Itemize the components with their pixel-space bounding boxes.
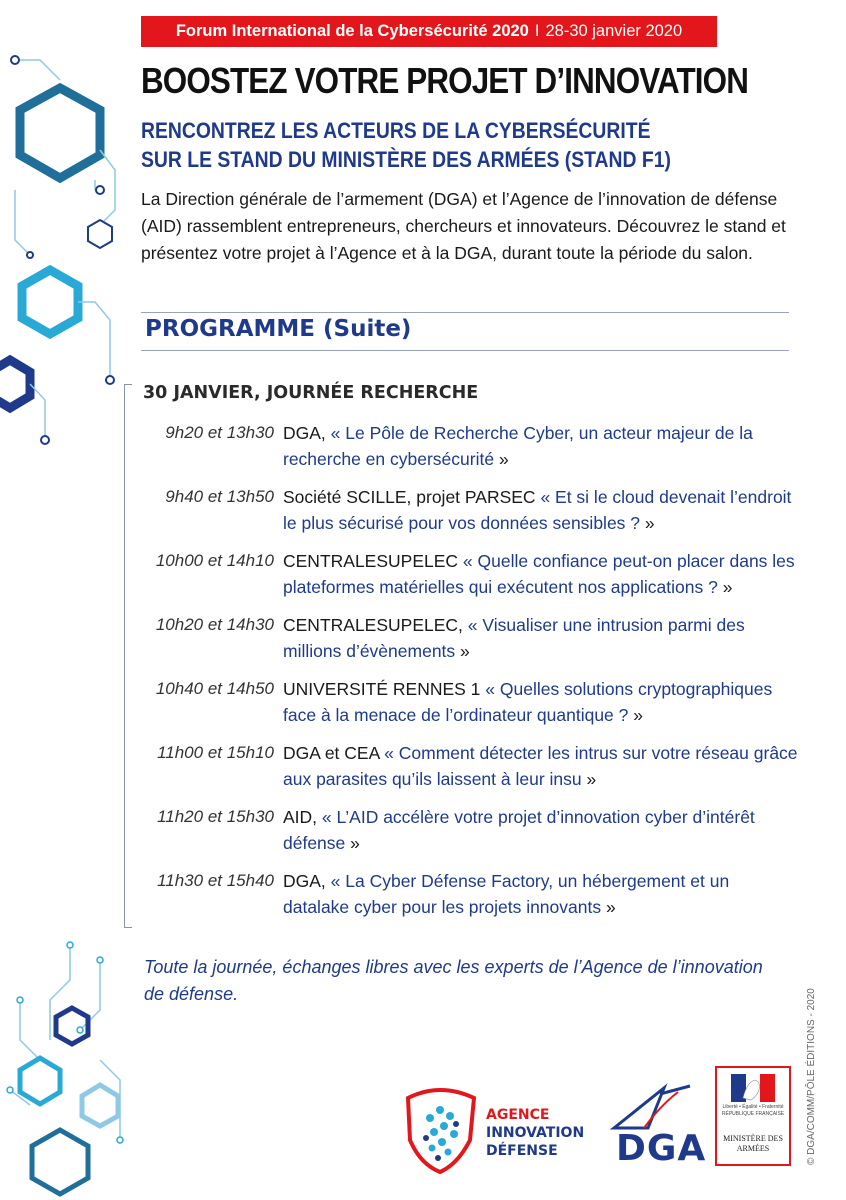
aid-word-1: AGENCE: [486, 1107, 550, 1123]
hexagon-network-top-decoration: [0, 40, 130, 460]
aid-shield-logo: [398, 1080, 482, 1176]
dga-wordmark: DGA: [616, 1128, 707, 1169]
session-title: « Le Pôle de Recherche Cyber, un acteur majeur de la recherche en cybersécurité: [283, 423, 753, 469]
aid-word-2: INNOVATION: [486, 1125, 585, 1141]
session-speaker: AID,: [283, 807, 318, 827]
ministere-armees-logo: [715, 1066, 791, 1166]
programme-bracket: [124, 384, 132, 928]
session-list: [140, 420, 800, 932]
session-speaker: DGA,: [283, 871, 326, 891]
session-quote-close: »: [717, 577, 733, 597]
event-name: Forum International de la Cybersécurité 2020: [175, 22, 529, 40]
session-speaker: CENTRALESUPELEC,: [283, 615, 463, 635]
dga-emblem-logo: [604, 1082, 700, 1132]
session-time: 9h20 et 13h30: [165, 423, 274, 442]
subheadline: [141, 116, 671, 174]
session-item: [140, 804, 800, 856]
event-banner: [141, 16, 717, 47]
intro-paragraph: La Direction générale de l’armement (DGA) et l’Agence de l’innovation de défense (AID) rassemblent entrepreneurs, chercheurs et innovateurs. Découvrez le stand et présentez votre projet à l’Agence et à la DGA, durant toute la période du salon.: [141, 189, 786, 263]
aid-wordmark: [486, 1106, 584, 1160]
session-item: [140, 484, 800, 536]
session-quote-close: »: [455, 641, 470, 661]
marianne-flag-icon: [731, 1074, 775, 1102]
subheadline-line-1: RENCONTREZ LES ACTEURS DE LA CYBERSÉCURITÉ: [141, 118, 651, 143]
republic-motto: Liberté • Égalité • Fraternité: [722, 1104, 784, 1110]
session-title: « L’AID accélère votre projet d’innovation cyber d’intérêt défense: [283, 807, 755, 853]
session-speaker: CENTRALESUPELEC: [283, 551, 459, 571]
session-speaker: DGA,: [283, 423, 326, 443]
session-item: [140, 676, 800, 728]
session-time: 11h30 et 15h40: [157, 871, 274, 890]
copyright-notice: © DGA/COMM/PÔLE ÉDITIONS - 2020: [806, 988, 817, 1165]
session-quote-close: »: [628, 705, 643, 725]
session-quote-close: »: [581, 769, 597, 789]
session-quote-close: »: [494, 449, 509, 469]
hexagon-network-bottom-decoration: [0, 940, 130, 1200]
subheadline-line-2: SUR LE STAND DU MINISTÈRE DES ARMÉES (STAND F1): [141, 147, 671, 172]
session-quote-close: »: [345, 833, 360, 853]
session-speaker: Société SCILLE, projet PARSEC: [283, 487, 536, 507]
programme-divider-bottom: [141, 350, 789, 351]
session-item: [140, 612, 800, 664]
session-title: « Quelle confiance peut-on placer dans les plateformes matérielles qui exécutent nos applications ?: [283, 551, 795, 597]
session-speaker: UNIVERSITÉ RENNES 1: [283, 679, 481, 699]
session-time: 11h20 et 15h30: [157, 807, 274, 826]
session-title: « Et si le cloud devenait l’endroit le plus sécurisé pour vos données sensibles ?: [283, 487, 792, 533]
session-title: « Quelles solutions cryptographiques face à la menace de l’ordinateur quantique ?: [283, 679, 773, 725]
session-title: « La Cyber Défense Factory, un hébergement et un datalake cyber pour les projets innovants: [283, 871, 730, 917]
session-time: 9h40 et 13h50: [165, 487, 274, 506]
session-time: 10h00 et 14h10: [155, 551, 274, 570]
programme-title: PROGRAMME (Suite): [145, 316, 412, 342]
session-item: [140, 740, 800, 792]
session-item: [140, 420, 800, 472]
session-time: 10h20 et 14h30: [155, 615, 274, 634]
session-speaker: DGA et CEA: [283, 743, 380, 763]
session-title: « Visualiser une intrusion parmi des millions d’évènements: [283, 615, 745, 661]
event-dates: 28-30 janvier 2020: [545, 22, 683, 40]
ministere-name: MINISTÈRE DES ARMÉES: [723, 1134, 783, 1153]
session-title: « Comment détecter les intrus sur votre réseau grâce aux parasites qu’ils laissent à leur insu: [283, 743, 798, 789]
session-item: [140, 548, 800, 600]
session-item: [140, 868, 800, 920]
page-headline: BOOSTEZ VOTRE PROJET D’INNOVATION: [141, 60, 749, 101]
programme-divider-top: [141, 312, 789, 313]
aid-word-3: DÉFENSE: [486, 1143, 558, 1159]
day-title: 30 JANVIER, JOURNÉE RECHERCHE: [143, 383, 479, 403]
banner-separator: I: [534, 22, 540, 40]
republic-name: RÉPUBLIQUE FRANÇAISE: [721, 1111, 785, 1117]
session-time: 10h40 et 14h50: [155, 679, 274, 698]
session-time: 11h00 et 15h10: [157, 743, 274, 762]
session-quote-close: »: [640, 513, 655, 533]
closing-note: Toute la journée, échanges libres avec les experts de l’Agence de l’innovation de défense.: [144, 957, 763, 1004]
session-quote-close: »: [601, 897, 616, 917]
